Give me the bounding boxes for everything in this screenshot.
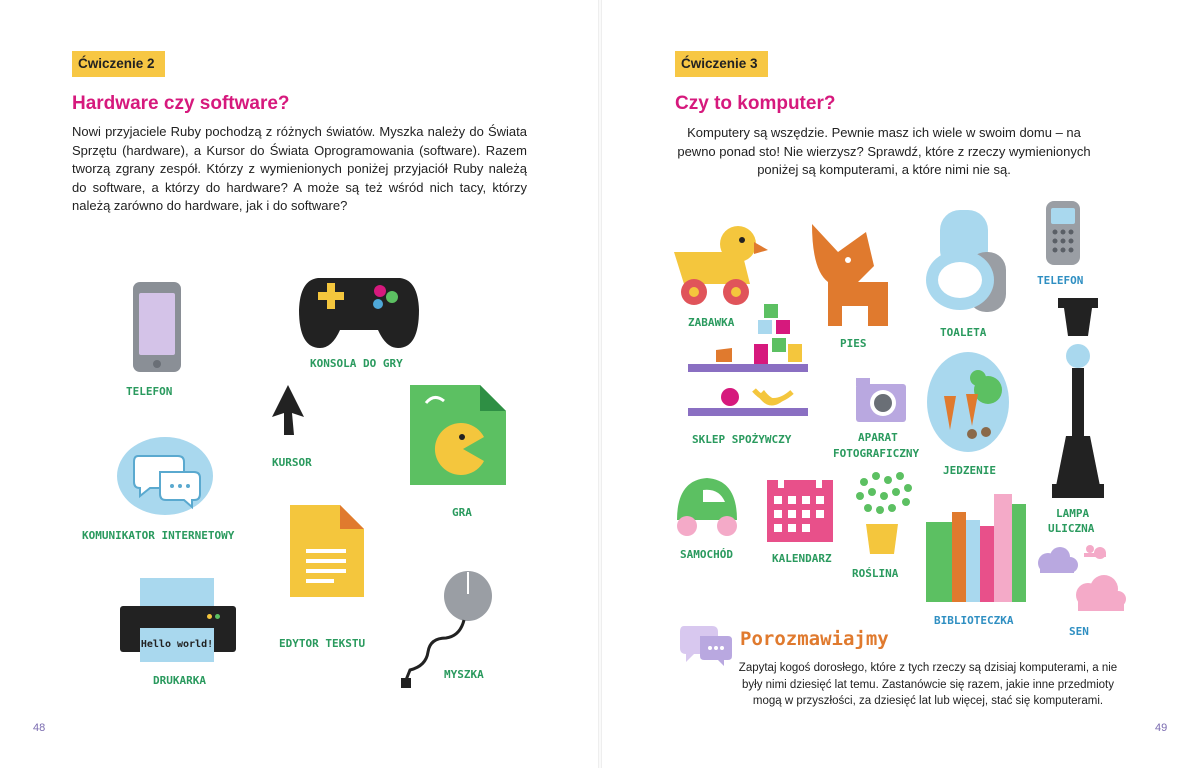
label-roslina: ROŚLINA [852,567,899,580]
camera-icon [855,376,907,424]
calendar-icon [766,472,834,544]
street-lamp-icon [1050,296,1106,500]
label-drukarka: DRUKARKA [153,674,206,687]
label-telefon-right: TELEFON [1037,274,1084,287]
game-controller-icon [298,270,420,350]
label-pies: PIES [840,337,867,350]
phone-icon [132,281,182,373]
label-sen: SEN [1069,625,1089,638]
talk-title: Porozmawiajmy [740,628,889,650]
label-aparat-1: APARAT [858,431,898,444]
label-sklep: SKLEP SPOŻYWCZY [692,433,792,446]
label-komunikator: KOMUNIKATOR INTERNETOWY [82,529,235,542]
label-kalendarz: KALENDARZ [772,552,832,565]
label-samochod: SAMOCHÓD [680,548,733,561]
page-number: 48 [33,722,46,734]
label-lampa-1: LAMPA [1056,507,1090,520]
page-heading: Czy to komputer? [675,93,836,114]
label-myszka: MYSZKA [444,668,484,681]
cursor-icon [270,383,308,438]
food-icon [926,350,1010,456]
plant-icon [852,468,916,558]
speech-bubbles-icon [678,622,734,668]
label-edytor: EDYTOR TEKSTU [279,637,366,650]
talk-text: Zapytaj kogoś dorosłego, które z tych rzeczy są dzisiaj komputerami, a nie były nimi dziesięć lat temu. Zastanówcie się razem, jakie inne przedmioty mogą w przyszłości, za dziesięć lat lub więcej, stać się komputerami. [738,662,1118,707]
label-zabawka: ZABAWKA [688,316,735,329]
toy-duck-icon [672,224,768,310]
bookshelf-icon [924,492,1028,604]
label-jedzenie: JEDZENIE [943,464,996,477]
printer-paper-text: Hello world! [140,628,214,662]
label-aparat-2: FOTOGRAFICZNY [833,447,920,460]
exercise-tag: Ćwiczenie 2 [72,51,165,77]
label-biblioteczka: BIBLIOTECZKA [934,614,1014,627]
page-number: 49 [1155,722,1168,734]
toilet-icon [922,208,1008,320]
pacman-game-icon [408,383,508,487]
page-heading: Hardware czy software? [72,93,290,114]
printer-icon [120,578,236,676]
intro-paragraph: Komputery są wszędzie. Pewnie masz ich wiele w swoim domu – na pewno ponad sto! Nie wierzysz? Sprawdź, które z rzeczy wymienionych poniżej są komputerami, a które nimi nie są. [677,125,1091,177]
grocery-shelf-icon [686,302,812,420]
label-telefon: TELEFON [126,385,173,398]
label-toaleta: TOALETA [940,326,987,339]
label-konsola: KONSOLA DO GRY [310,357,403,370]
book-spine [598,0,602,768]
intro-paragraph: Nowi przyjaciele Ruby pochodzą z różnych światów. Myszka należy do Świata Sprzętu (hardware), a Kursor do Świata Oprogramowania (software). Razem tworzą zgrany zespół. Którzy z wymienionych poniżej przyjaciół Ruby należą do software, a którzy do hardware? A może są też wśród nich tacy, którzy należą zarówno do hardware, jak i do software? [72,124,527,213]
exercise-tag: Ćwiczenie 3 [675,51,768,77]
mobile-phone-icon [1045,200,1081,266]
label-gra: GRA [452,506,472,519]
clouds-icon [1034,545,1126,617]
label-kursor: KURSOR [272,456,312,469]
label-lampa-2: ULICZNA [1048,522,1095,535]
document-icon [288,503,366,599]
chat-bubbles-icon [116,436,214,516]
toy-car-icon [673,476,741,540]
dog-icon [808,222,894,330]
